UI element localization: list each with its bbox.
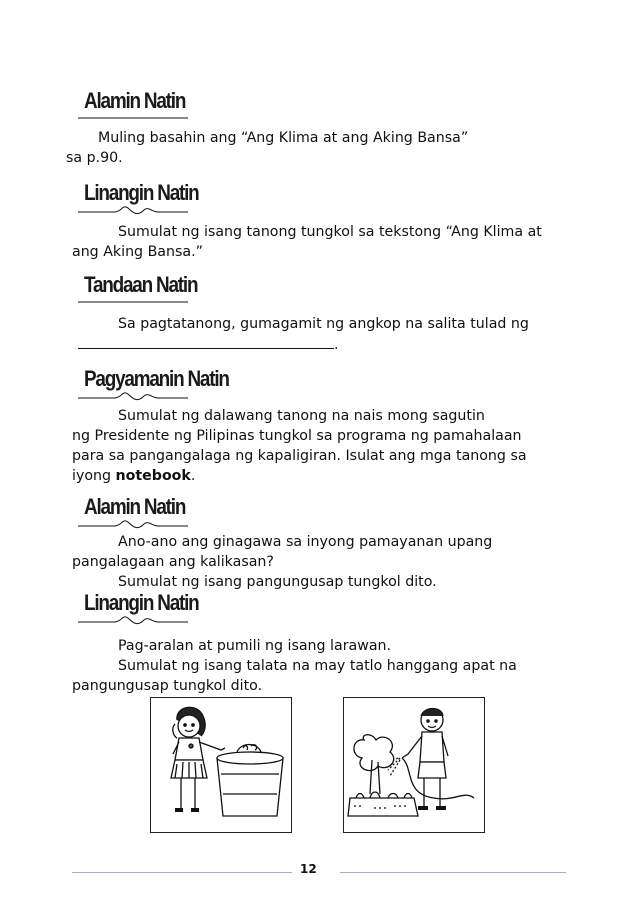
section-header-alamin-2 xyxy=(78,494,188,536)
section-header-title: Tandaan Natin xyxy=(84,272,198,297)
swash-underline xyxy=(78,294,188,314)
paragraph-5 xyxy=(72,532,568,592)
section-header-title: Pagyamanin Natin xyxy=(84,366,229,391)
picture-boy-watering-plants[interactable] xyxy=(343,697,485,833)
section-header-title: Alamin Natin xyxy=(84,494,186,519)
section-header-title: Linangin Natin xyxy=(84,590,199,615)
paragraph-line: ang Aking Bansa.” xyxy=(72,244,203,260)
paragraph-line: ng Presidente ng Pilipinas tungkol sa programa ng pamahalaan xyxy=(72,428,522,444)
paragraph-2 xyxy=(72,222,568,262)
section-header-pagyamanin xyxy=(78,366,229,408)
swash-underline xyxy=(78,202,188,222)
paragraph-line: Pag-aralan at pumili ng isang larawan. xyxy=(118,638,392,654)
paragraph-line: Muling basahin ang “Ang Klima at ang Aking Bansa” xyxy=(98,130,469,146)
section-header-title: Linangin Natin xyxy=(84,180,199,205)
section-header-title: Alamin Natin xyxy=(84,88,186,113)
section-header-linangin-2 xyxy=(78,590,199,632)
boy-illustration xyxy=(344,698,484,832)
paragraph-line: Sumulat ng isang tanong tungkol sa tekstong “Ang Klima at xyxy=(118,224,542,240)
paragraph-line: Sumulat ng dalawang tanong na nais mong sagutin xyxy=(118,408,485,424)
paragraph-line: para sa pangangalaga ng kapaligiran. Isulat ang mga tanong sa xyxy=(72,448,527,464)
bold-notebook: notebook xyxy=(115,468,191,484)
paragraph-6 xyxy=(72,636,568,696)
section-header-linangin xyxy=(78,180,199,222)
paragraph-line: Sa pagtatanong, gumagamit ng angkop na salita tulad ng xyxy=(118,316,529,332)
paragraph-3 xyxy=(78,314,568,355)
paragraph-line: iyong xyxy=(72,468,116,484)
paragraph-1 xyxy=(66,128,568,168)
swash-underline xyxy=(78,110,188,130)
footer-rule-right xyxy=(340,872,566,873)
paragraph-line: pangungusap tungkol dito. xyxy=(72,678,263,694)
section-header-alamin xyxy=(78,88,188,130)
fill-in-blank[interactable] xyxy=(78,334,334,349)
paragraph-line: Sumulat ng isang talata na may tatlo hanggang apat na xyxy=(118,658,517,674)
picture-girl-trash-bin[interactable] xyxy=(150,697,292,833)
paragraph-line: Sumulat ng isang pangungusap tungkol dito. xyxy=(118,574,437,590)
section-header-tandaan xyxy=(78,272,198,314)
blank-period: . xyxy=(334,337,339,353)
girl-illustration xyxy=(151,698,291,832)
paragraph-period: . xyxy=(190,468,196,484)
paragraph-line: Ano-ano ang ginagawa sa inyong pamayanan upang xyxy=(118,534,493,550)
paragraph-line: sa p.90. xyxy=(66,150,123,166)
page-number: 12 xyxy=(300,862,317,876)
swash-underline xyxy=(78,388,188,408)
paragraph-line: pangalagaan ang kalikasan? xyxy=(72,554,274,570)
footer-rule-left xyxy=(72,872,292,873)
paragraph-4 xyxy=(72,406,568,486)
swash-underline xyxy=(78,612,188,632)
